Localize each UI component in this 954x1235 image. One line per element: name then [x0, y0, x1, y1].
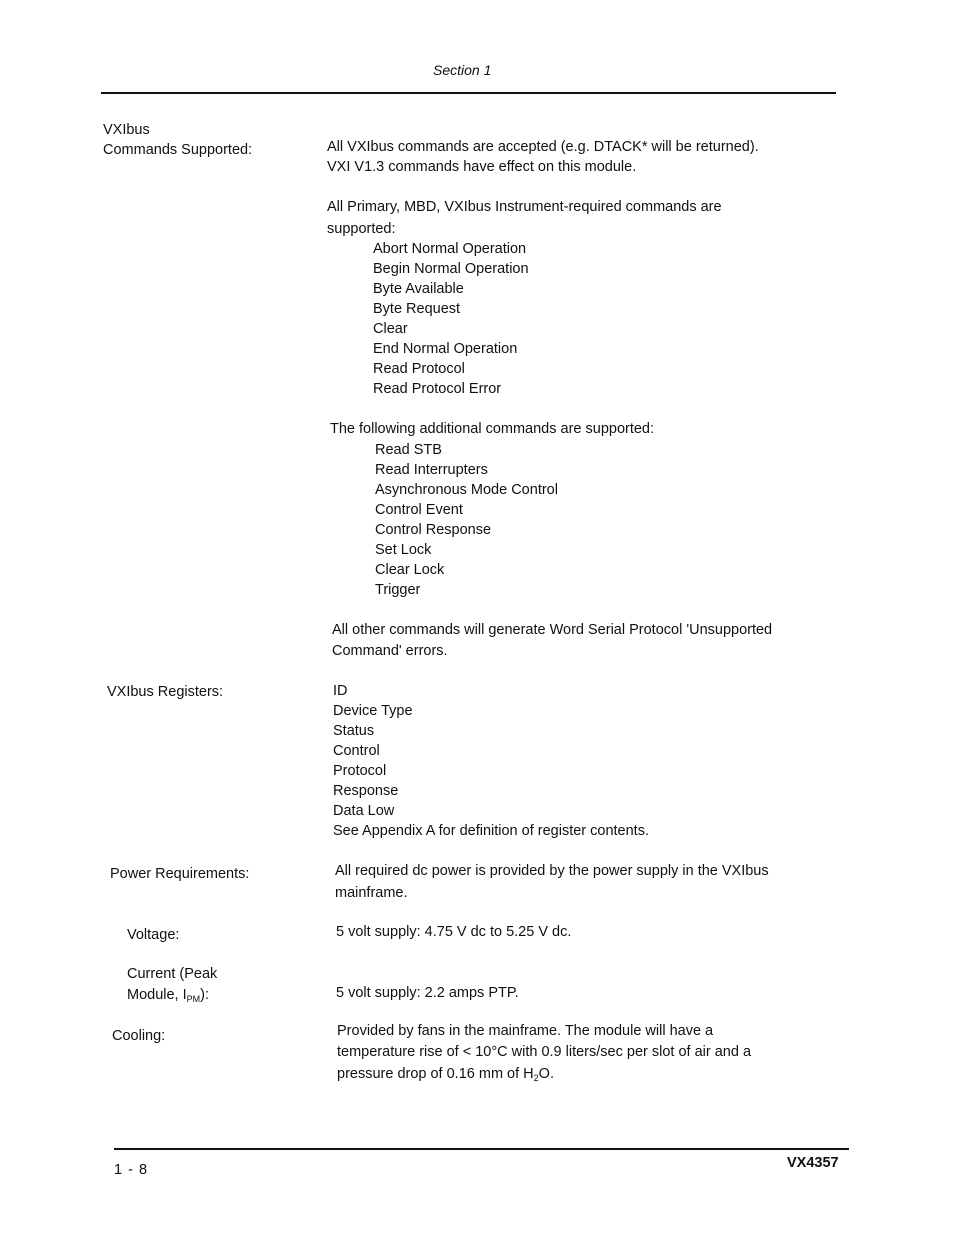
registers-label: VXIbus Registers:: [107, 684, 224, 700]
required-command-item: Byte Request: [373, 301, 461, 317]
power-line2: mainframe.: [335, 885, 408, 901]
voltage-value: 5 volt supply: 4.75 V dc to 5.25 V dc.: [336, 924, 572, 940]
register-item: Device Type: [333, 703, 413, 719]
required-command-item: End Normal Operation: [373, 341, 518, 357]
power-line1: All required dc power is provided by the power supply in the VXIbus: [335, 863, 769, 879]
cooling-line1: Provided by fans in the mainframe. The module will have a: [337, 1023, 714, 1039]
cooling-line3-text: pressure drop of 0.16 mm of H: [337, 1066, 534, 1082]
voltage-label: Voltage:: [127, 927, 180, 943]
commands-label-line1: VXIbus: [103, 122, 150, 138]
other-commands-line1: All other commands will generate Word Serial Protocol 'Unsupported: [332, 622, 773, 638]
page-number: 1 - 8: [114, 1162, 149, 1178]
additional-command-item: Control Response: [375, 522, 492, 538]
commands-para1-line2: VXI V1.3 commands have effect on this module.: [327, 159, 637, 175]
cooling-label: Cooling:: [112, 1028, 166, 1044]
footer-rule: [114, 1148, 849, 1150]
required-command-item: Read Protocol: [373, 361, 465, 377]
cooling-line2: temperature rise of < 10°C with 0.9 liters/sec per slot of air and a: [337, 1044, 752, 1060]
additional-command-item: Read Interrupters: [375, 462, 488, 478]
commands-para2-line2: supported:: [327, 221, 396, 237]
cooling-line3-end: O.: [538, 1066, 554, 1082]
additional-commands-intro: The following additional commands are supported:: [330, 421, 655, 437]
commands-para1-line1: All VXIbus commands are accepted (e.g. DTACK* will be returned).: [327, 139, 759, 155]
register-item: Data Low: [333, 803, 395, 819]
commands-para2-line1: All Primary, MBD, VXIbus Instrument-required commands are: [327, 199, 722, 215]
additional-command-item: Read STB: [375, 442, 442, 458]
required-command-item: Read Protocol Error: [373, 381, 502, 397]
current-label-line2: [127, 985, 209, 1005]
required-command-item: Begin Normal Operation: [373, 261, 529, 277]
header-rule: [101, 92, 836, 94]
required-command-item: Clear: [373, 321, 408, 337]
power-label: Power Requirements:: [110, 866, 250, 882]
required-command-item: Abort Normal Operation: [373, 241, 527, 257]
current-value: 5 volt supply: 2.2 amps PTP.: [336, 985, 519, 1001]
current-label-subscript: PM: [186, 994, 201, 1004]
register-item: Response: [333, 783, 399, 799]
register-item: See Appendix A for definition of register contents.: [333, 823, 649, 839]
required-command-item: Byte Available: [373, 281, 464, 297]
current-label-text: Module, I: [127, 987, 187, 1003]
additional-command-item: Asynchronous Mode Control: [375, 482, 558, 498]
other-commands-line2: Command' errors.: [332, 643, 448, 659]
current-label-line1: Current (Peak: [127, 966, 218, 982]
cooling-line3: [337, 1064, 554, 1084]
additional-command-item: Trigger: [375, 582, 421, 598]
register-item: Protocol: [333, 763, 387, 779]
additional-command-item: Set Lock: [375, 542, 432, 558]
register-item: Status: [333, 723, 375, 739]
model-number: VX4357: [787, 1155, 839, 1171]
additional-command-item: Clear Lock: [375, 562, 445, 578]
section-header: Section 1: [433, 62, 492, 78]
register-item: Control: [333, 743, 380, 759]
register-item: ID: [333, 683, 348, 699]
additional-command-item: Control Event: [375, 502, 463, 518]
current-label-end: ):: [200, 987, 210, 1003]
commands-label-line2: Commands Supported:: [103, 142, 253, 158]
cooling-subscript: 2: [533, 1073, 539, 1083]
